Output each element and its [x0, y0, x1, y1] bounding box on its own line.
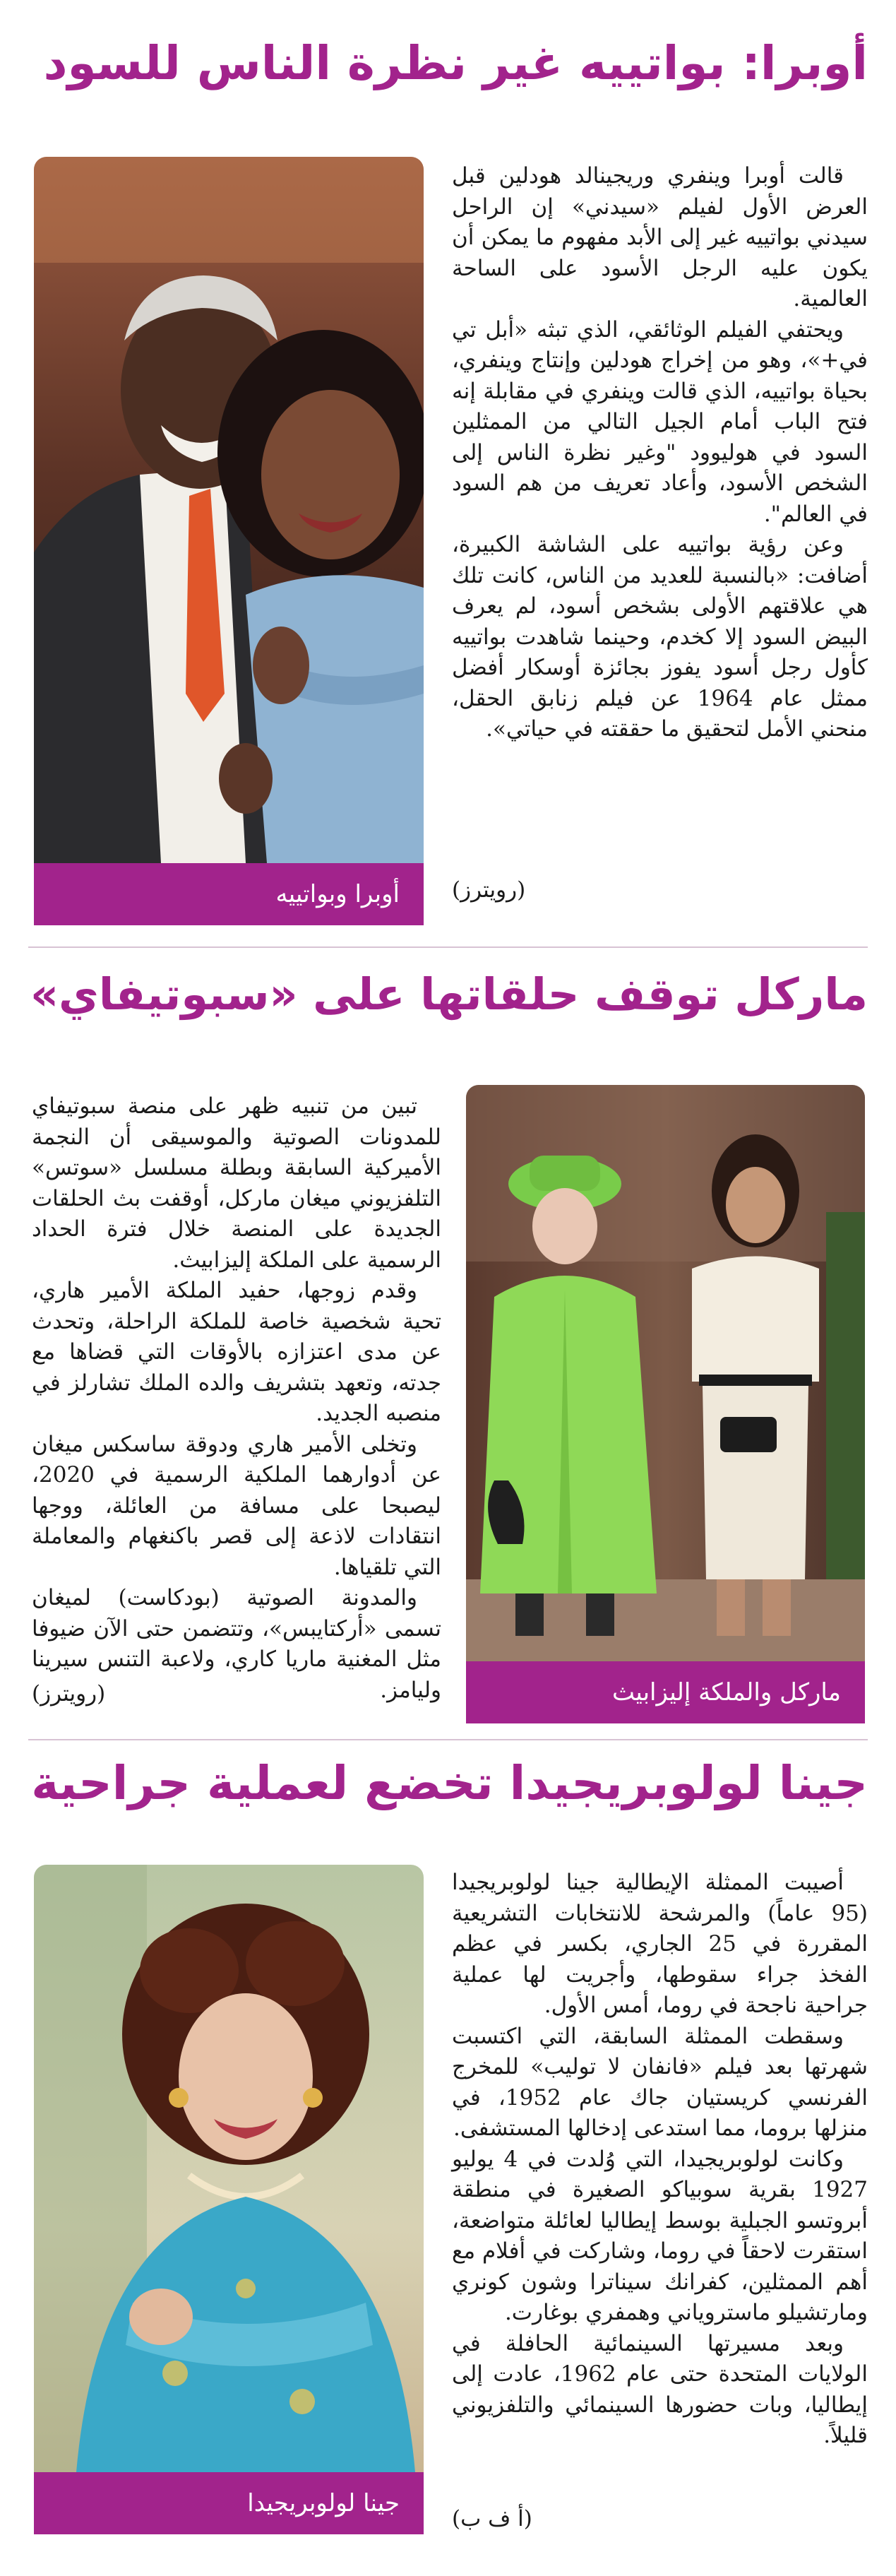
lollobrigida-photo-image [34, 1865, 424, 2472]
markle-queen-photo-image [466, 1085, 865, 1661]
caption-lollobrigida: جينا لولوبريجيدا [34, 2472, 424, 2534]
credit-markle: (رويترز) [32, 1681, 106, 1707]
paragraph: وكانت لولوبريجيدا، التي وُلدت في 4 يوليو 1927 بقرية سوبياكو الصغيرة في منطقة أبروتسو الجبلية بوسط إيطاليا لعائلة متواضعة، استقرت لاحقاً في روما، وشاركت في أفلام مع أهم الممثلين، كفرانك سيناترا وشون كونري ومارتشيلو ماستروياني وهمفري بوغارت. [452, 2146, 868, 2325]
section-divider [28, 1739, 868, 1740]
paragraph: تبين من تنبيه ظهر على منصة سبوتيفاي للمدونات الصوتية والموسيقى أن النجمة الأميركية السابقة وبطلة مسلسل «سوتس» التلفزيوني ميغان ماركل، أوقفت بث الحلقات الجديدة على المنصة خلال فترة الحداد الرسمية على الملكة إليزابيث. [32, 1093, 441, 1273]
article-body-lollobrigida [452, 1868, 868, 2452]
photo-lollobrigida [34, 1865, 424, 2472]
photo-oprah-poitier [34, 157, 424, 863]
article-body-markle [32, 1091, 441, 1706]
photo-markle-queen [466, 1085, 865, 1661]
paragraph: وعن رؤية بواتييه على الشاشة الكبيرة، أضافت: «بالنسبة للعديد من الناس، كانت تلك هي علاقتهم الأولى بشخص أسود، لم يعرف البيض السود إلا كخدم، وحينما شاهدت بواتييه كأول رجل أسود يفوز بجائزة أوسكار أفضل ممثل عام 1964 عن فيلم زنابق الحقل، منحني الأمل لتحقيق ما حققته في حياتي». [452, 532, 868, 742]
paragraph: وسقطت الممثلة السابقة، التي اكتسبت شهرتها بعد فيلم «فانفان لا توليب» للمخرج الفرنسي كريستيان جاك عام 1952، في منزلها بروما، مما استدعى إدخالها المستشفى. [452, 2023, 868, 2141]
article-body-oprah [452, 161, 868, 745]
credit-oprah: (رويترز) [452, 877, 526, 903]
paragraph: وتخلى الأمير هاري ودوقة ساسكس ميغان عن أدوارهما الملكية الرسمية في 2020، ليصبحا على مسافة من العائلة، ووجها انتقادات لاذعة إلى قصر باكنغهام والمعاملة التي تلقياها. [32, 1431, 441, 1580]
headline-oprah: أوبرا: بواتييه غير نظرة الناس للسود [43, 36, 868, 90]
paragraph: ويحتفي الفيلم الوثائقي، الذي تبثه «أبل تي في+»، وهو من إخراج هودلين وإنتاج وينفري، بحياة بواتييه، الذي قالت وينفري في مقابلة إنه فتح الباب أمام الجيل التالي من الممثلين السود في هوليوود "وغير نظرة الناس إلى الشخص الأسود، وأعاد تعريف من هم السود في العالم". [452, 316, 868, 527]
section-divider [28, 946, 868, 948]
headline-markle: ماركل توقف حلقاتها على «سبوتيفاي» [30, 968, 868, 1020]
headline-lollobrigida: جينا لولوبريجيدا تخضع لعملية جراحية [31, 1756, 868, 1810]
oprah-poitier-photo-image [34, 157, 424, 863]
paragraph: وقدم زوجها، حفيد الملكة الأمير هاري، تحية شخصية خاصة للملكة الراحلة، وتحدث عن مدى اعتزازه بالأوقات التي قضاها مع جدته، وتعهد بتشريف والده الملك تشارلز في منصبه الجديد. [32, 1278, 441, 1426]
paragraph: والمدونة الصوتية (بودكاست) لميغان تسمى «أركتايبس»، وتتضمن حتى الآن ضيوفا مثل المغنية ماريا كاري، ولاعبة التنس سيرينا وليامز. [32, 1585, 441, 1703]
caption-oprah: أوبرا وبواتييه [34, 863, 424, 925]
paragraph: قالت أوبرا وينفري وريجينالد هودلين قبل العرض الأول لفيلم «سيدني» إن الراحل سيدني بواتييه غير إلى الأبد مفهوم ما يمكن أن يكون عليه الرجل الأسود على الساحة العالمية. [452, 163, 868, 311]
credit-lollobrigida: (أ ف ب) [452, 2506, 532, 2532]
paragraph: وبعد مسيرتها السينمائية الحافلة في الولايات المتحدة حتى عام 1962، عادت إلى إيطاليا، وبات حضورها السينمائي والتلفزيوني قليلاً. [452, 2330, 868, 2448]
caption-markle: ماركل والملكة إليزابيث [466, 1661, 865, 1723]
paragraph: أصيبت الممثلة الإيطالية جينا لولوبريجيدا (95 عاماً) والمرشحة للانتخابات التشريعية المقررة في 25 الجاري، بكسر في عظم الفخذ جراء سقوطها، وأجريت لها عملية جراحية ناجحة في روما، أمس الأول. [452, 1870, 868, 2018]
